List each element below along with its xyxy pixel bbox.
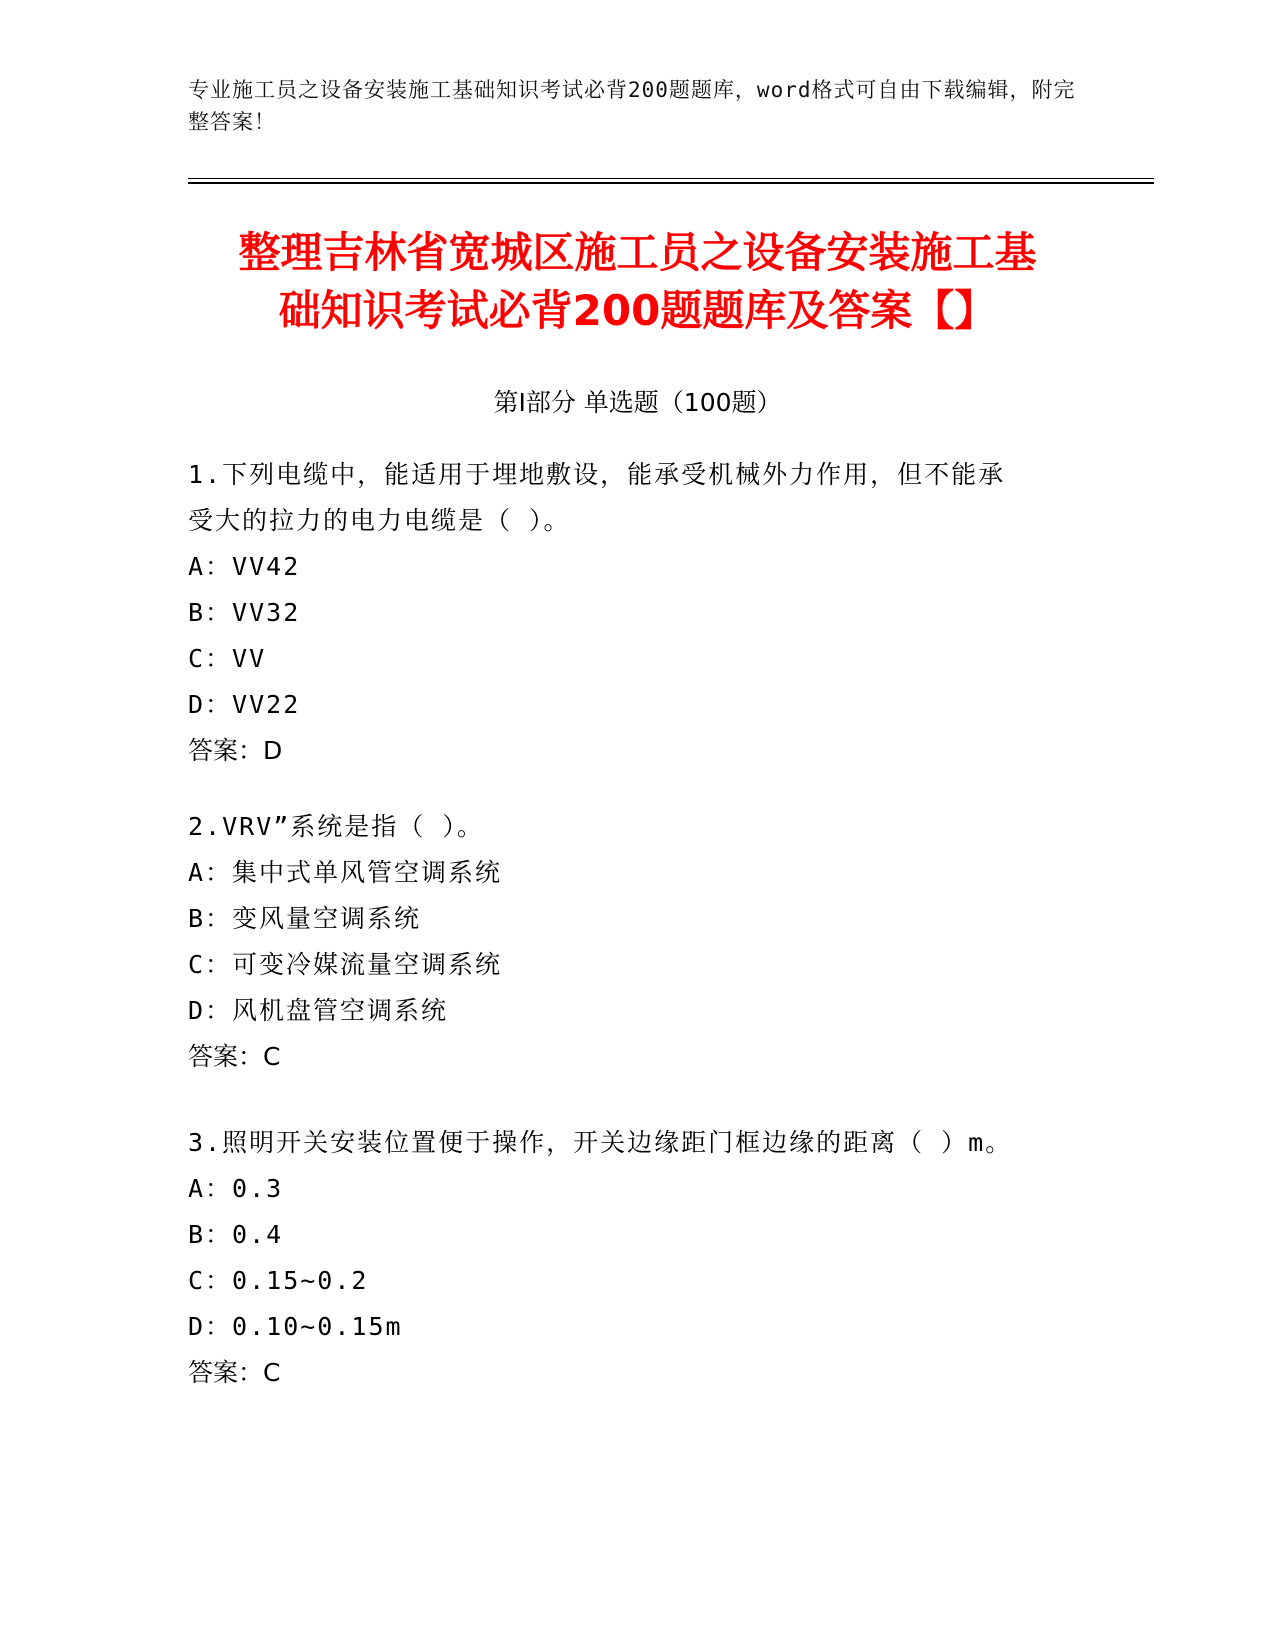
option-b: B：0.4 <box>188 1220 284 1249</box>
question-3 <box>188 1120 1088 1396</box>
option-b: B：VV32 <box>188 598 301 627</box>
document-title-line-2: 础知识考试必背200题题库及答案【】 <box>278 286 997 335</box>
section-title: 第I部分 单选题（100题） <box>493 388 782 417</box>
option-b: B：变风量空调系统 <box>188 904 422 933</box>
option-c: C：0.15~0.2 <box>188 1266 369 1295</box>
question-stem-continued: 受大的拉力的电力电缆是（ ）。 <box>188 506 571 535</box>
option-d: D：0.10~0.15m <box>188 1312 403 1341</box>
option-d: D：VV22 <box>188 690 301 719</box>
question-1 <box>188 452 1088 774</box>
answer: 答案：C <box>188 1042 281 1071</box>
document-title <box>150 224 1125 340</box>
option-d: D：风机盘管空调系统 <box>188 996 449 1025</box>
option-c: C：VV <box>188 644 267 673</box>
option-c: C：可变冷媒流量空调系统 <box>188 950 503 979</box>
header-divider-thick <box>188 182 1154 184</box>
document-title-line-1: 整理吉林省宽城区施工员之设备安装施工基 <box>238 228 1037 277</box>
answer: 答案：C <box>188 1358 281 1387</box>
option-a: A：集中式单风管空调系统 <box>188 858 503 887</box>
option-a: A：0.3 <box>188 1174 284 1203</box>
question-2 <box>188 804 1088 1080</box>
question-stem: 3.照明开关安装位置便于操作，开关边缘距门框边缘的距离（ ）m。 <box>188 1128 1013 1157</box>
answer: 答案：D <box>188 736 283 765</box>
header-note: 专业施工员之设备安装施工基础知识考试必背200题题库，word格式可自由下载编辑，附完整答案！ <box>188 78 1076 134</box>
question-stem: 1.下列电缆中，能适用于埋地敷设，能承受机械外力作用，但不能承 <box>188 460 1006 489</box>
question-stem: 2.VRV”系统是指（ ）。 <box>188 812 484 841</box>
option-a: A：VV42 <box>188 552 301 581</box>
header-divider-thin <box>188 178 1154 179</box>
